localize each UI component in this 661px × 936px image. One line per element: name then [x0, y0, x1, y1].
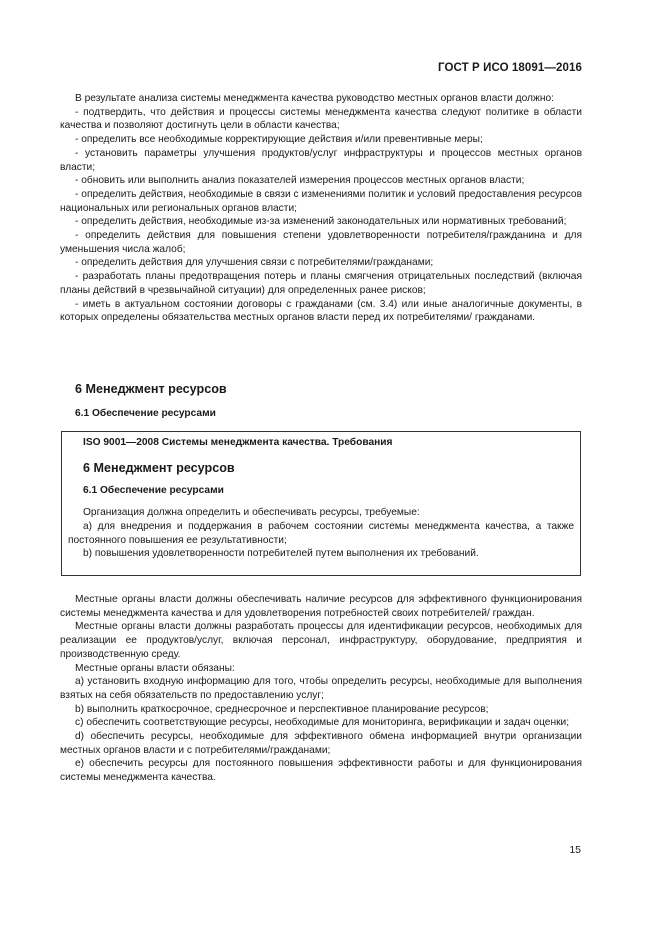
- box-source: ISO 9001—2008 Системы менеджмента качества. Требования: [83, 437, 393, 448]
- list-item: e) обеспечить ресурсы для постоянного повышения эффективности работы и для функционирования системы менеджмента качества.: [60, 758, 582, 784]
- section-subtitle: 6.1 Обеспечение ресурсами: [75, 408, 216, 419]
- intro-item: - подтвердить, что действия и процессы системы менеджмента качества следуют политике в области качества и позволяют достигнуть цели в области качества;: [60, 106, 582, 132]
- subsection-heading-block: [60, 407, 582, 421]
- paragraph: Местные органы власти должны обеспечивать наличие ресурсов для эффективного функционирования системы менеджмента качества и для удовлетворения потребностей своих потребителей/ граждан.: [60, 594, 582, 619]
- list-item: d) обеспечить ресурсы, необходимые для эффективного обмена информацией внутри организации местных органов власти и с потребителями/гражданами;: [60, 731, 582, 756]
- intro-item: - определить действия, необходимые в связи с изменениями политик и условий предоставления ресурсов национальных или региональных органов власти;: [60, 188, 582, 214]
- intro-item: - определить действия, необходимые из-за изменений законодательных или нормативных требований;: [75, 216, 567, 228]
- list-item: b) выполнить краткосрочное, среднесрочное и перспективное планирование ресурсов;: [75, 703, 489, 715]
- list-item: c) обеспечить соответствующие ресурсы, необходимые для мониторинга, верификации и задач оценки;: [75, 717, 570, 729]
- box-item-a: а) для внедрения и поддержания в рабочем состоянии системы менеджмента качества, а также постоянного повышения ее результативности;: [68, 520, 574, 546]
- quoted-standard-box: [61, 431, 581, 576]
- intro-item: - определить действия для улучшения связи с потребителями/гражданами;: [75, 257, 434, 269]
- box-lead: Организация должна определить и обеспечивать ресурсы, требуемые:: [83, 507, 420, 519]
- document-id: ГОСТ Р ИСО 18091—2016: [437, 62, 582, 74]
- paragraph: Местные органы власти обязаны:: [75, 662, 235, 674]
- list-item: а) установить входную информацию для того, чтобы определить ресурсы, необходимые для выполнения взятых на себя обязательств по предоставлению услуг;: [60, 676, 582, 701]
- box-title: 6 Менеджмент ресурсов: [83, 460, 235, 475]
- intro-item: - иметь в актуальном состоянии договоры с гражданами (см. 3.4) или иные аналогичные документы, в которых определены обязательства местных органов власти перед их потребителями/ гражданами.: [60, 298, 582, 324]
- section-title: 6 Менеджмент ресурсов: [75, 382, 227, 396]
- intro-item: - установить параметры улучшения продуктов/услуг инфраструктуры и процессов местных органов власти;: [60, 147, 582, 173]
- box-item-b: b) повышения удовлетворенности потребителей путем выполнения их требований.: [83, 548, 479, 560]
- section-heading-block: [60, 383, 582, 397]
- page-number: 15: [569, 844, 581, 856]
- intro-item: - обновить или выполнить анализ показателей измерения процессов местных органов власти;: [75, 175, 525, 187]
- resources-block: [60, 593, 582, 785]
- intro-block: [60, 92, 582, 325]
- box-subtitle: 6.1 Обеспечение ресурсами: [83, 485, 224, 497]
- intro-item: - разработать планы предотвращения потерь и планы смягчения отрицательных последствий (включая планы действий в чрезвычайной ситуации) для определенных ранее рисков;: [60, 271, 582, 296]
- paragraph: Местные органы власти должны разработать процессы для идентификации ресурсов, необходимых для реализации ее продуктов/услуг, включая персонал, инфраструктуру, оборудование, предприятия и производственную среду.: [60, 621, 582, 660]
- intro-item: - определить действия для повышения степени удовлетворенности потребителя/гражданина и для уменьшения числа жалоб;: [60, 230, 582, 255]
- intro-lead: В результате анализа системы менеджмента качества руководство местных органов власти должно:: [75, 93, 554, 104]
- intro-item: - определить все необходимые корректирующие действия и/или превентивные меры;: [75, 134, 483, 146]
